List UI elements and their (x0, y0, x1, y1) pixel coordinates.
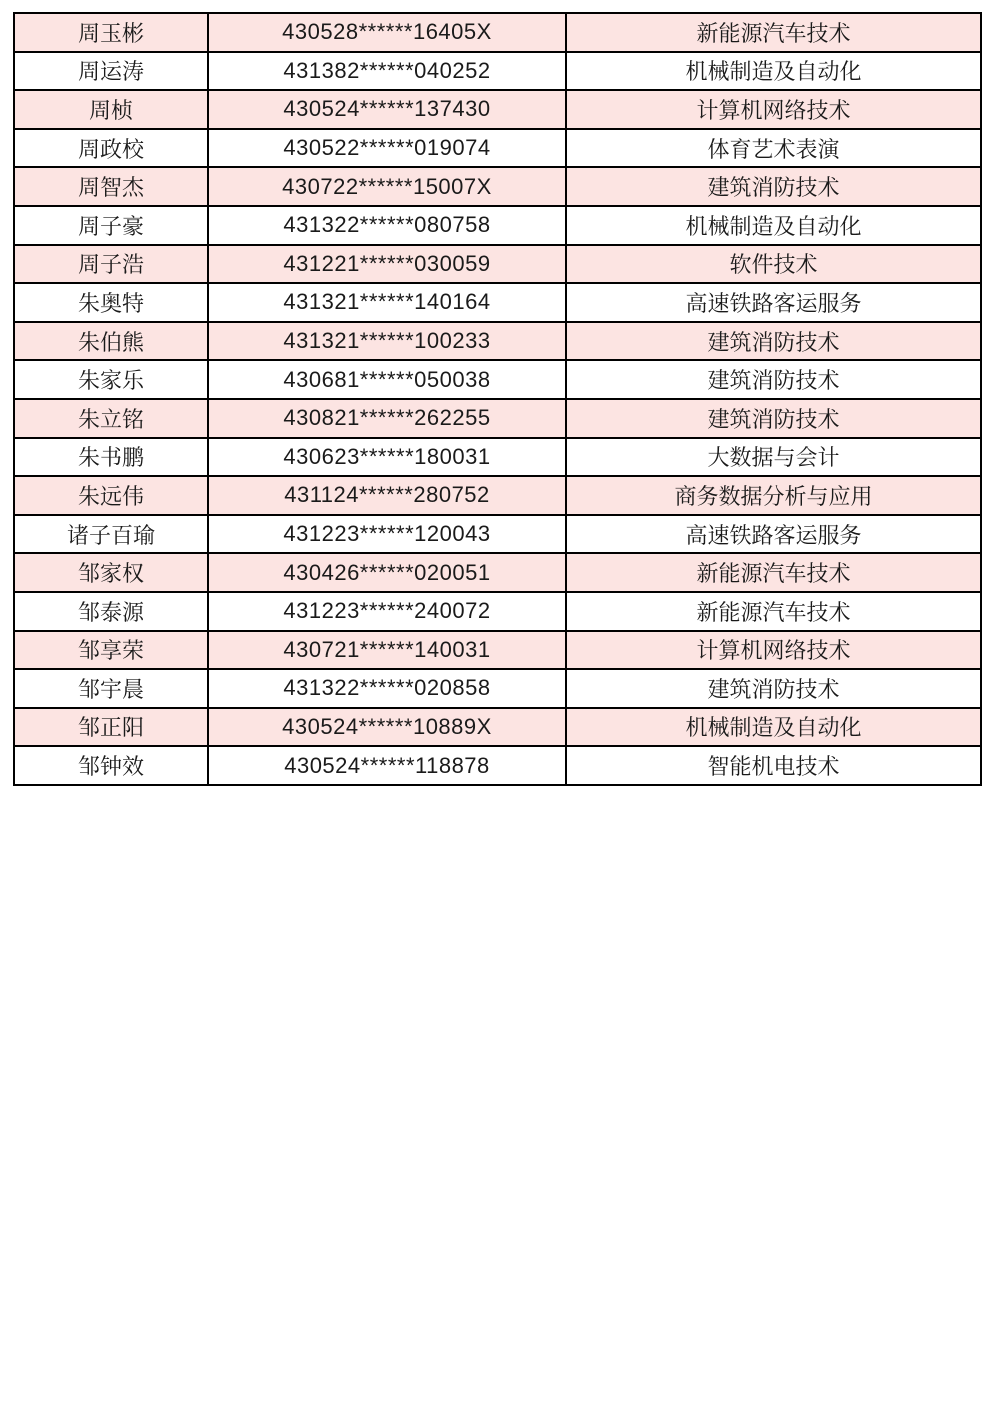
cell-id: 430524******137430 (208, 90, 566, 129)
table-row (14, 52, 981, 91)
table-row (14, 245, 981, 284)
cell-id: 431223******240072 (208, 592, 566, 631)
cell-major: 智能机电技术 (566, 746, 981, 785)
cell-major: 大数据与会计 (566, 438, 981, 477)
table-row (14, 90, 981, 129)
table-row (14, 669, 981, 708)
cell-name: 邹钟效 (14, 746, 208, 785)
cell-id: 430721******140031 (208, 631, 566, 670)
cell-name: 周运涛 (14, 52, 208, 91)
cell-id: 431124******280752 (208, 476, 566, 515)
cell-id: 430528******16405X (208, 13, 566, 52)
table-row (14, 631, 981, 670)
table-row (14, 592, 981, 631)
table-row (14, 13, 981, 52)
cell-major: 商务数据分析与应用 (566, 476, 981, 515)
cell-major: 计算机网络技术 (566, 90, 981, 129)
cell-id: 431221******030059 (208, 245, 566, 284)
cell-major: 机械制造及自动化 (566, 206, 981, 245)
table-row (14, 476, 981, 515)
cell-name: 邹宇晨 (14, 669, 208, 708)
table-row (14, 553, 981, 592)
cell-major: 建筑消防技术 (566, 322, 981, 361)
cell-major: 高速铁路客运服务 (566, 283, 981, 322)
cell-name: 邹享荣 (14, 631, 208, 670)
cell-name: 周桢 (14, 90, 208, 129)
cell-name: 周政校 (14, 129, 208, 168)
cell-name: 朱家乐 (14, 360, 208, 399)
cell-major: 新能源汽车技术 (566, 592, 981, 631)
cell-name: 朱书鹏 (14, 438, 208, 477)
cell-id: 430522******019074 (208, 129, 566, 168)
table-row (14, 515, 981, 554)
cell-name: 朱奥特 (14, 283, 208, 322)
cell-name: 朱伯熊 (14, 322, 208, 361)
cell-id: 431322******080758 (208, 206, 566, 245)
cell-major: 建筑消防技术 (566, 360, 981, 399)
cell-id: 430821******262255 (208, 399, 566, 438)
cell-name: 邹家权 (14, 553, 208, 592)
cell-id: 431321******140164 (208, 283, 566, 322)
cell-id: 430524******10889X (208, 708, 566, 747)
roster-table-body (14, 13, 981, 785)
cell-major: 体育艺术表演 (566, 129, 981, 168)
cell-major: 建筑消防技术 (566, 167, 981, 206)
table-row (14, 360, 981, 399)
cell-id: 431321******100233 (208, 322, 566, 361)
cell-id: 430681******050038 (208, 360, 566, 399)
cell-id: 431382******040252 (208, 52, 566, 91)
cell-id: 431223******120043 (208, 515, 566, 554)
cell-name: 邹泰源 (14, 592, 208, 631)
cell-id: 430623******180031 (208, 438, 566, 477)
cell-id: 430524******118878 (208, 746, 566, 785)
cell-name: 朱远伟 (14, 476, 208, 515)
table-row (14, 438, 981, 477)
student-roster-table (13, 12, 982, 786)
table-row (14, 746, 981, 785)
table-row (14, 206, 981, 245)
table-row (14, 167, 981, 206)
cell-major: 建筑消防技术 (566, 399, 981, 438)
table-row (14, 322, 981, 361)
table-row (14, 283, 981, 322)
cell-name: 周智杰 (14, 167, 208, 206)
cell-name: 邹正阳 (14, 708, 208, 747)
cell-id: 430426******020051 (208, 553, 566, 592)
table-row (14, 399, 981, 438)
cell-major: 计算机网络技术 (566, 631, 981, 670)
cell-major: 机械制造及自动化 (566, 52, 981, 91)
cell-major: 软件技术 (566, 245, 981, 284)
table-row (14, 129, 981, 168)
cell-major: 高速铁路客运服务 (566, 515, 981, 554)
cell-name: 周子浩 (14, 245, 208, 284)
cell-major: 机械制造及自动化 (566, 708, 981, 747)
cell-major: 新能源汽车技术 (566, 553, 981, 592)
cell-major: 建筑消防技术 (566, 669, 981, 708)
cell-major: 新能源汽车技术 (566, 13, 981, 52)
table-row (14, 708, 981, 747)
cell-name: 周玉彬 (14, 13, 208, 52)
cell-id: 430722******15007X (208, 167, 566, 206)
cell-name: 诸子百瑜 (14, 515, 208, 554)
cell-name: 周子豪 (14, 206, 208, 245)
cell-id: 431322******020858 (208, 669, 566, 708)
cell-name: 朱立铭 (14, 399, 208, 438)
